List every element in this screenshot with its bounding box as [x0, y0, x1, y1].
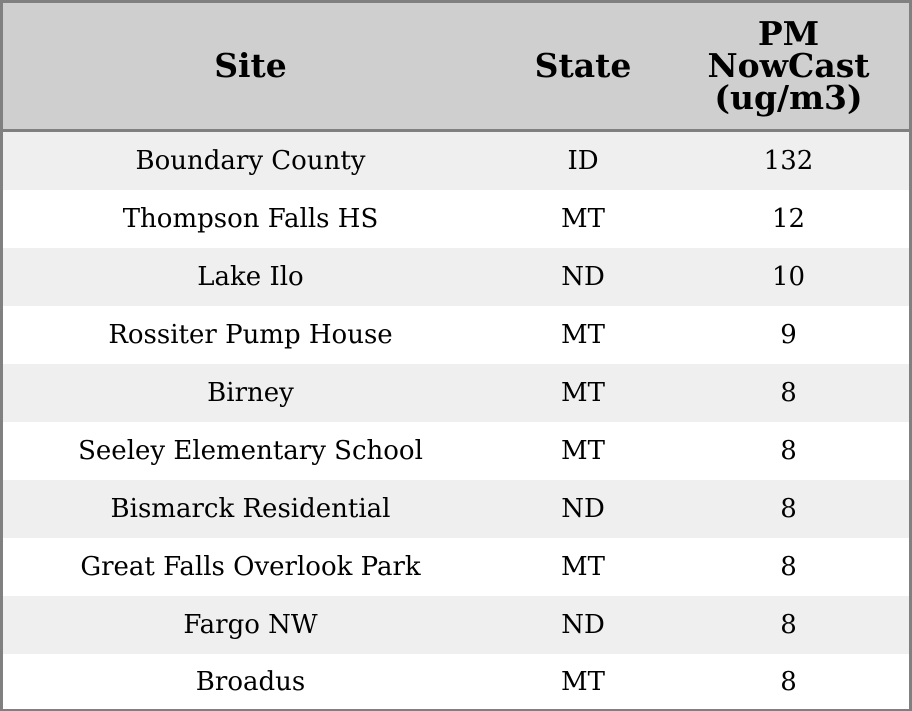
cell-site: Bismarck Residential	[3, 480, 498, 538]
table-row	[3, 654, 909, 709]
cell-pm-value: 12	[668, 190, 909, 248]
table-row	[3, 538, 909, 596]
header-pm-line2: NowCast	[707, 46, 870, 85]
cell-pm-value: 8	[668, 364, 909, 422]
table-body	[3, 131, 909, 710]
cell-pm-value: 10	[668, 248, 909, 306]
cell-site: Seeley Elementary School	[3, 422, 498, 480]
cell-state: ND	[498, 248, 668, 306]
cell-pm-value: 9	[668, 306, 909, 364]
table-row	[3, 248, 909, 306]
cell-site: Rossiter Pump House	[3, 306, 498, 364]
table-row	[3, 306, 909, 364]
cell-state: MT	[498, 422, 668, 480]
table-header	[3, 3, 909, 131]
table-row	[3, 480, 909, 538]
cell-state: ND	[498, 596, 668, 654]
cell-pm-value: 8	[668, 480, 909, 538]
cell-state: MT	[498, 364, 668, 422]
header-row	[3, 3, 909, 131]
cell-site: Broadus	[3, 654, 498, 709]
cell-state: MT	[498, 190, 668, 248]
table-row	[3, 364, 909, 422]
table-row	[3, 422, 909, 480]
cell-state: ND	[498, 480, 668, 538]
header-site: Site	[3, 3, 498, 131]
cell-pm-value: 8	[668, 654, 909, 709]
cell-pm-value: 8	[668, 422, 909, 480]
cell-site: Boundary County	[3, 131, 498, 191]
header-pm-line3: (ug/m3)	[714, 78, 863, 117]
cell-site: Fargo NW	[3, 596, 498, 654]
header-state: State	[498, 3, 668, 131]
cell-pm-value: 132	[668, 131, 909, 191]
cell-state: MT	[498, 306, 668, 364]
pm-nowcast-table	[3, 3, 909, 709]
cell-state: MT	[498, 654, 668, 709]
cell-pm-value: 8	[668, 538, 909, 596]
header-pm-line1: PM	[757, 14, 820, 53]
cell-site: Great Falls Overlook Park	[3, 538, 498, 596]
table-row	[3, 596, 909, 654]
cell-site: Lake Ilo	[3, 248, 498, 306]
cell-site: Birney	[3, 364, 498, 422]
table-row	[3, 190, 909, 248]
cell-state: ID	[498, 131, 668, 191]
header-pm-nowcast	[668, 3, 909, 131]
cell-pm-value: 8	[668, 596, 909, 654]
table-row	[3, 131, 909, 191]
cell-site: Thompson Falls HS	[3, 190, 498, 248]
cell-state: MT	[498, 538, 668, 596]
